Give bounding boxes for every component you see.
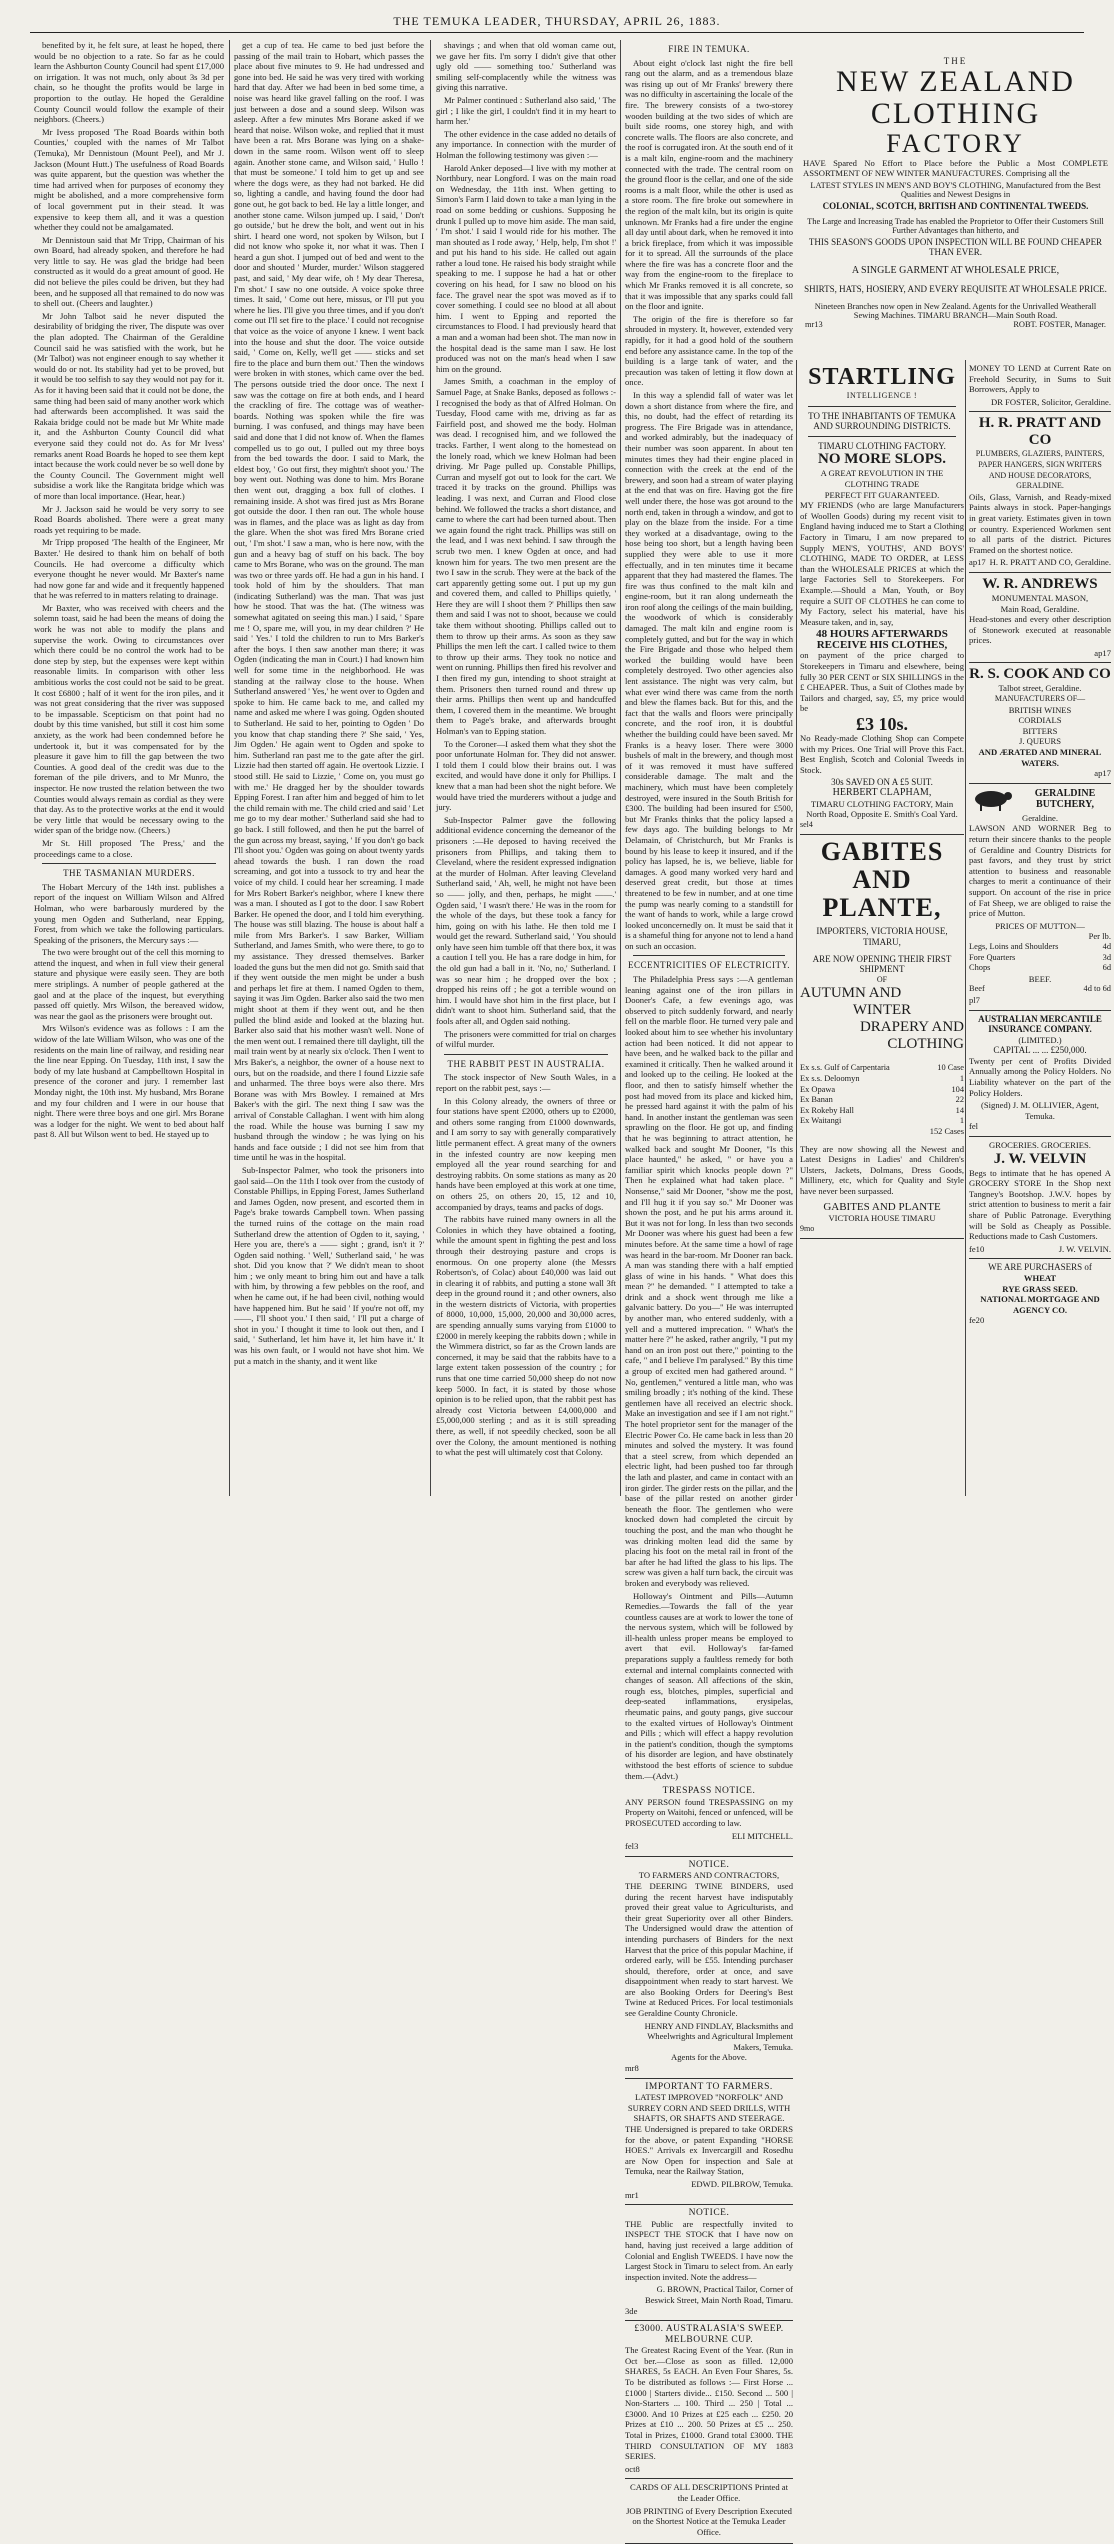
- article-heading: THE RABBIT PEST IN AUSTRALIA.: [447, 1058, 605, 1069]
- classified-ad: [625, 2205, 793, 2321]
- article-body: [625, 974, 793, 1781]
- printing-ad: CARDS OF ALL DESCRIPTIONS Printed at the Leader Office. JOB PRINTING of Every Description Executed on the Shortest Notice at the Temuka Leader Office.: [625, 2479, 793, 2544]
- column-1: [31, 40, 227, 1498]
- shipment-list: [800, 1063, 964, 1127]
- ship-qty: 14: [955, 1105, 964, 1115]
- ad-sig: G. BROWN, Practical Tailor, Corner of Beswick Street, Main North Road, Timaru.: [645, 2284, 793, 2305]
- paragraph: Mr Palmer continued : Sutherland also said, ' The girl ; I like the girl, I couldn't find it in my heart to harm her.': [436, 94, 616, 127]
- ship-qty: 22: [955, 1095, 964, 1105]
- article-body: [234, 40, 424, 1366]
- ad-title: FACTORY: [886, 129, 1025, 158]
- paragraph: The other evidence in the case added no details of any importance. In connection with the murder of Holman the following testimony was given :—: [436, 128, 616, 160]
- article-body: [436, 1072, 616, 1457]
- shipment-row: [800, 1106, 964, 1117]
- divider: [808, 436, 956, 437]
- article-heading: THE TASMANIAN MURDERS.: [63, 868, 195, 879]
- grocery-ad: GROCERIES. GROCERIES. J. W. VELVIN Begs to intimate that he has opened A GROCERY STORE In the Shop next Tangney's Bootshop. J.W.V. hopes by strict attention to business to merit a fair share of Public Patronage. Everything will be Sold as Cheaply as Possible. Reductions made to Cash Customers. fe10 J. W. VELVIN.: [969, 1137, 1111, 1259]
- andrews-ad: W. R. ANDREWS MONUMENTAL MASON, Main Road, Geraldine. Head-stones and every other description of Stonework executed at reasonable prices. ap17: [969, 573, 1111, 664]
- paragraph: The Hobart Mercury of the 14th inst. publishes a report of the inquest on William Wilson and Alfred Holman, who were barbarously murdered by the young men Ogden and Sutherland, near Epping, Forest, from which we take the following particulars. Speaking of the prisoners, the Mercury says :—: [34, 881, 224, 945]
- ad-ref: fel3: [625, 1841, 639, 1852]
- paragraph: Holloway's Ointment and Pills—Autumn Remedies.—Towards the fall of the year countless causes are at work to lower the tone of the nervous system, which will be followed by ill-health unless proper means be employed to avert that evil. Holloway's far-famed preparations supply a faultless remedy for both external and internal complaints connected with changes of season. All affections of the skin, rough ess, blotches, pimples, superficial and deep-seated inflammations, erysipelas, rheumatic pains, and gouty pangs, give succour to the exalted virtues of Holloway's Ointment and Pills ; which will effect a happy revolution in the patient's condition, though the symptoms of his disorder are legion, and have obstinately withstood the best efforts of science to subdue them.—(Advt.): [625, 1590, 793, 1781]
- price-item: Chops: [969, 963, 991, 973]
- paragraph: benefited by it, he felt sure, at least he hoped, there would be no objection to a rate. So far as he could learn the Ashburton County Council had spent £17,000 on irrigation. It was not much, only about 3s 3d per chain, so he thought the profits would be large in proportion to the outlay. He hoped the Geraldine County Council would follow the example of their neighbors. (Cheers.): [34, 40, 224, 125]
- article-heading: FIRE IN TEMUKA.: [668, 44, 750, 54]
- classified-ad: [625, 1783, 793, 1857]
- paragraph: Sub-Inspector Palmer, who took the prisoners into gaol said—On the 11th I took over from the custody of Constable Phillips, in Epping Forest, James Sutherland and James Ogden, now present, and escorted them in Page's brake towards Campbell town. When passing the turned ruins of the cottage on the main road Sutherland drew the attention of Ogden to it, saying, ' Here you are, there's a —— sight ; grand, isn't it ?' Ogden said nothing. ' Well,' Sutherland said, ' he was shot. Did you know that ?' We didn't mean to shoot him ; we only meant to bring him out and have a talk with him, by throwing a few pebbles on the roof, and when he came out, if he had been civil, nothing would have happened him. But he said ' If you're not off, my ——, I'll shoot you.' I then said, ' I'll put a charge of shot in you.' I thought it time to look out then, and I said, ' Sutherland, let him have it, let him have it.' It was his own fault, or I would not have shot him. We put a match in the shanty, and it went like: [234, 1164, 424, 1366]
- price-value: 4d: [1102, 941, 1111, 951]
- paragraph: Mrs Wilson's evidence was as follows : I am the widow of the late William Wilson, who was one of the residents on the main line of railway, and residing near the line near Epping. On Tuesday, 11th inst, I saw the body of my late husband at Campbelltown Hospital in presence of the coroner and jury. I remember last Monday night, the 10th inst. My husband, Mrs Borane and my four children and I were in our house that night. There were three boys and one girl. Mrs Borane was a lodger for the night. We went to bed about half past 8. All but Wilson went to bed. He stayed up to: [34, 1023, 224, 1140]
- ad-title: NEW ZEALAND CLOTHING: [836, 65, 1075, 130]
- ship-qty: 10 Case: [937, 1063, 964, 1073]
- shipment-row: [800, 1085, 964, 1096]
- column-5: [797, 360, 967, 1498]
- paragraph: The origin of the fire is therefore so far shrouded in mystery. It, however, extended very rapidly, for it had a good hold of the southern end before any assistance came. In the top of the building is a large tank of water, and the precaution was taken of letting it flow down at once.: [625, 313, 793, 388]
- ship-name: Ex Opawa: [800, 1084, 836, 1094]
- insurance-ad: AUSTRALIAN MERCANTILE INSURANCE COMPANY. (LIMITED.) CAPITAL ... ... £250,000. Twenty per cent of Profits Divided Annually among the Policy Holders. No Liability whatever on the part of the Policy Holders. (Signed) J. M. OLLIVIER, Agent, Temuka. fel: [969, 1011, 1111, 1138]
- paragraph: Mr Ivess proposed 'The Road Boards within both Counties,' coupled with the names of Mr Talbot (Temuka), Mr Dennistoun (Mount Peel), and Mr J. Jackson (Mount Hutt.) The usefulness of Road Boards was quite apparent, but the question was whether the time had arrived when for purposes of economy they might be abolished, and a more comprehensive form of local government put in their stead. It was expensive to keep them all, and it was a question whether they could not be amalgamated.: [34, 126, 224, 233]
- paragraph: get a cup of tea. He came to bed just before the passing of the mail train to Hobart, which passes the place about five minutes to 9. He had undressed and gone into bed. He said he was very tired with working hard that day. After we had been in bed some time, a noise was heard like gravel falling on the roof. I was just between a dose and a sound sleep. Wilson was asleep. After a few minutes Mrs Borane asked if we heard that noise. Wilson woke, and replied that it must have been a rat. Mrs Borane was lying on a shake-down in the same room. Wilson went off to sleep again. Another stone came, and Wilson said, ' Hullo ! that must be someone.' I told him to get up and see where the dogs were, as they had not barked. He did so, lighting a candle, and having found the door had gone out, he got back to bed. He lay a little longer, and another stone came. Wilson jumped up. I said, ' Don't go outside,' but he drew the bolt, and went out in his shirt. I heard one word, not spoken by Wilson, but I did not know who spoke it, nor what it was. Then I heard a gun shot. I jumped out of bed and went to the door and shouted ' Murder, murder.' Wilson staggered past, and said, ' My dear wife, oh ! My dear Theresa, I'm shot.' I saw no one outside. A voice spoke three times. It said, ' Come out here, missus, or I'll put you where he lies. I'll give you three times, and if you don't come out I'll set fire to the place.' I could not recognise that voice as the voice of anyone I knew. I went back into the house and shut the door. The voice outside said, ' Come on, Kelly, we'll get —— sticks and set fire to the place and burn them out.' Then the windows were broken in with stones, which came over the bed. The persons outside tried the door once. The next I saw was the cottage on fire at both ends, and I heard the crackling of fire. The cottage was of weather-boards. Nothing was spoken while the fire was burning. I was confused, and things may have been said and done that I did not know of. When the flames compelled us to go out, I pulled out my three boys from the bed towards the door. I said to Mark, the eldest boy, ' Go out first, they mightn't shoot you.' The boy went out. Nothing was done to him. Mrs Borane then went out, dragging a box full of clothes. I remaining inside. A shot was fired just as Mrs Borane got outside the door. I then ran out. The whole house was in flames, and the place was as light as day from the glare. When the shot was fired Mrs Borane cried out, ' I'm shot.' I saw a man, who is here now, with the gun and a heavy bag of stuff on his back. The boy came to Mrs Borane, who was on the ground. The man was two or three yards off. He had a gun in his hand. I took hold of him by the shoulders. That man (indicating Sutherland) was the man. That was just how he stood. That was the hat. (The witness was somewhat agitated on seeing this man.) I said, ' Spare me ! O, spare me, will you, in my dear children ?' He said ' Yes.' I told the children to run to Mrs Barker's after the boys. I then saw another man there; it was Ogden (indicating the man in Court.) I had known him well for some time in the neighborhood. He was standing at the railway close to the house. When Sutherland answered ' Yes,' he went over to Ogden and spoke to him. He came back to me, and called my name and asked me where I was going. Ogden shouted to Sutherland. He said to her, pointing to Ogden ' Do you know that chap standing there ?' She said, ' Yes, Jim Ogden.' He again went to Ogden and spoke to him. Sutherland ran past me to the gate after the girl. Lizzie had then started off again. He overtook Lizzie. I stood still. He said to Lizzie, ' Come on, you must go with me.' He dragged her by the shoulder towards Epping Forest. I ran after him and begged of him to let the child remain with me. The child cried and said ' Let me go to my dear mother.' Sutherland said she had to go back. I still followed, and then he put the barrel of the gun across my breast, saying, ' If you don't go back I'll shoot you.' Ogden was going on about twenty yards ahead towards the bush. I ran down the road screaming, and got into a tussock to try and hear the voice of my child. I could hear her screaming. I made for Mrs Robert Barker's neighbor, where I knew there was a man. I shouted as I got to the door. I saw Robert Barker. He opened the door, and I told him everything. The house was still blazing. The house is about half a mile from Mrs Barker's. I saw Barker, William Sutherland, and James Smith, who were there, to go to my assistance. They dressed themselves. Barker loaded the guns but the men did not go. Smith said that if they went outside the men might be under a bush and perhaps let fire at them. I named Ogden to them, saying it was Jim Ogden. Barker also said the two men might shoot at them if they went out, and he then pulled the blind aside and looked at the blazing hut. Barker also said that his mother wasn't well. None of the men went out. I remained there till daylight, till the mail train went by at nearly six o'clock. Then I went to Mrs Baker's, a neighbor, the owner of a house next to ours, but on the roadside, and there I found Lizzie safe and unharmed. The three boys were also there. Mrs Borane was with Mrs Bowley. I remained at Mrs Baker's with the girl. The next thing I saw was the arrival of Constable Callaghan. I went with him along the road. While the house was burning I saw my husband through the window ; he was lying on his hands and face outside ; I did not see him from that time until he was in the hospital.: [234, 40, 424, 1163]
- ad-ref: oct8: [625, 2463, 640, 2474]
- ship-name: Ex Banan: [800, 1095, 833, 1105]
- pratt-ad: H. R. PRATT AND CO PLUMBERS, GLAZIERS, PAINTERS, PAPER HANGERS, SIGN WRITERS AND HOUSE DECORATORS, GERALDINE. Oils, Glass, Varnish, and Ready-mixed Paints always in stock. Paper-hangings in great variety. Estimates given in town or country. Experienced Workmen sent to all parts of the district. Pictures Framed on the shortest notice. ap17 H. R. PRATT AND CO, Geraldine.: [969, 412, 1111, 573]
- price-table: [969, 942, 1111, 974]
- divider: [444, 1054, 608, 1055]
- column-4: [622, 40, 796, 2537]
- price-value: 3d: [1102, 952, 1111, 962]
- ad-body: THE Undersigned is prepared to take ORDERS for the above, or patent Expanding "HORSE HOES." Arrivals ex Invercargill and Rosedhu are Now Open for inspection and Sale at Temuka, near the Railway Station,: [625, 2124, 793, 2177]
- shipment-row: [800, 1074, 964, 1085]
- column-2: [231, 40, 427, 1498]
- shipment-row: [800, 1095, 964, 1106]
- price-item: Fore Quarters: [969, 952, 1016, 962]
- ship-name: Ex Rokeby Hall: [800, 1105, 854, 1115]
- paragraph: Mr John Talbot said he never disputed the desirability of bridging the river, The dispute was over the plan adopted. The Chairman of the Geraldine Council said he was satisfied with the work, but he (Mr Talbot) was not engineer enough to say whether it would do or not. Its stability had yet to be proved, but it would be too selfish to say they would not pay for it. As for it having been said that it could not be done, the same thing had been said of many another work which had afterwards been accomplished. It was said the Rakaia bridge could not be made but Mr White made it, and the Ashburton County Council did what everyone said they could not do. As for Mr Ivess' remarks anent Road Boards he hoped to see them kept intact because the work could never be so well done by the County Council. The Government might well subsidise a work like the Rangitata bridge which was of more than local importance. (Hear, hear.): [34, 310, 224, 501]
- paragraph: Mr St. Hill proposed 'The Press,' and the proceedings came to a close.: [34, 837, 224, 859]
- classified-ad: [625, 2321, 793, 2479]
- article-body: [436, 40, 616, 1050]
- ad-head: TRESPASS NOTICE.: [662, 1786, 756, 1797]
- article-heading: ECCENTRICITIES OF ELECTRICITY.: [627, 960, 791, 971]
- price-row: Beef 4d to 6d: [969, 984, 1111, 994]
- advertisements: [625, 1783, 793, 2479]
- ship-name: Ex Waitangi: [800, 1116, 842, 1126]
- ad-sub: LATEST IMPROVED "NORFOLK" AND SURREY CORN AND SEED DRILLS, WITH SHAFTS, OR SHAFTS AND STEERAGE.: [627, 2092, 791, 2124]
- shipment-row: [800, 1063, 964, 1074]
- gabites-plante-ad: GABITES AND PLANTE, IMPORTERS, VICTORIA HOUSE, TIMARU, ARE NOW OPENING THEIR FIRST SHIPMENT OF AUTUMN AND WINTER DRAPERY AND CLOTHING Ex s.s. Gulf of Carpentaria 10 Case Ex s.s. Deloomyn 1 Ex Opawa 104 Ex Banan 22 Ex Rokeby Hall 14 Ex Waitangi 1 152 Cases They are now showing all the Newest and Latest Designs in Ladies' and Children's Ulsters, Jackets, Dolmans, Dress Goods, Millinery, etc, which for Quality and Style have never been surpassed. GABITES AND PLANTE VICTORIA HOUSE TIMARU 9mo: [800, 835, 964, 1239]
- ad-head: £3000. AUSTRALASIA'S SWEEP. MELBOURNE CUP.: [634, 2324, 784, 2345]
- column-rule: [430, 40, 431, 1496]
- paragraph: The two were brought out of the cell this morning to attend the inquest, and when in full view their general stature and physique were easily seen. They are both mere striplings. A number of people gathered at the gaol and at the place of the inquest, but everything passed off quietly. Mrs Wilson, the bereaved widow, was near the gaol as the prisoners were brought out.: [34, 947, 224, 1021]
- startling-ad: STARTLING INTELLIGENCE ! TO THE INHABITANTS OF TEMUKA AND SURROUNDING DISTRICTS. TIMARU CLOTHING FACTORY. NO MORE SLOPS. A GREAT REVOLUTION IN THE CLOTHING TRADE PERFECT FIT GUARANTEED. MY FRIENDS (who are large Manufacturers of Woollen Goods) during my recent visit to England having induced me to Start a Clothing Factory in Timaru, I am now prepared to Supply MEN'S, YOUTHS', AND BOYS' CLOTHING, MADE TO ORDER, at LESS than the WHOLESALE PRICES at which the large Factories Sell to Storekeepers. For Example.—Should a Man, Youth, or Boy require a SUIT OF CLOTHES he can come to My Factory, select his material, have his Measure taken, and in, say, 48 HOURS AFTERWARDS RECEIVE HIS CLOTHES, on payment of the price charged to Storekeepers in Timaru and elsewhere, being fully 30 PER CENT or SIX SHILLINGS in the £ CHEAPER. Thus, a Suit of Clothes made by Tailors and charged, say, £5, my price would be £3 10s. No Ready-made Clothing Shop can Compete with my Prices. One Trial will Prove this Fact. Best English, Scotch and Colonial Tweeds in Stock. 30s SAVED ON A £5 SUIT. HERBERT CLAPHAM, TIMARU CLOTHING FACTORY, Main North Road, Opposite E. Smith's Coal Yard. sel4: [800, 360, 964, 835]
- paragraph: Mr Baxter, who was received with cheers and the solemn toast, said he had been the means of doing the work he was not able to modify the plans and supervise the work. Owing to circumstances over which there could be no control the work had to be done step by step, but the expenses were kept within reasonable limits. In comparison with other less ambitious works the cost could not be said to be great. It cost £6800 ; half of it went for the iron piles, and it was not great considering that the river was supposed to be impassable. Scepticism on that point had no doubt by this time vanished, but still it cost him some anxiety, as the work had been condemned before he undertook it, but it was compensated for by the pleasure it gave him to fill the gap between the two Counties. A good deal of the credit was due to the foreman of the pile drivers, and to Mr Munro, the inspector. He now trusted the relation between the two Counties would always remain as cordial as they were that day. As to the protective works at the end it would be very little that would be necessary owing to the wider span of the bridge now. (Cheers.): [34, 602, 224, 836]
- ad-head: IMPORTANT TO FARMERS.: [645, 2081, 773, 2092]
- butchery-ad: GERALDINE BUTCHERY, Geraldine. LAWSON AND WORNER Beg to return their sincere thanks to the people of Geraldine and Country Districts for past favors, and they trust by strict attention to business and reasonable charges to merit a continuance of their support. On account of the rise in price of Fat Sheep, we are obliged to raise the price of Mutton. PRICES OF MUTTON— Per lb. Legs, Loins and Shoulders 4d Fore Quarters 3d Chops 6d BEEF. Beef 4d to 6d pl7: [969, 784, 1111, 1011]
- ship-qty: 1: [959, 1116, 964, 1126]
- ad-sig2: Agents for the Above.: [671, 2052, 747, 2063]
- ship-qty: 104: [951, 1084, 964, 1094]
- paragraph: To the Coroner—I asked them what they shot the poor unfortunate Holman for. They did not answer. I told them I could blow their brains out. I was excited, and would have done it only for Phillips. I knew that a man had been shot the night before. We would have tried the murderers without a judge and jury.: [436, 738, 616, 813]
- masthead: [30, 10, 1084, 33]
- clothing-factory-ad: THE NEW ZEALAND CLOTHING FACTORY HAVE Spared No Effort to Place before the Public a Most COMPLETE ASSORTMENT OF NEW WINTER MANUFACTURES. Comprising all the LATEST STYLES IN MEN'S AND BOY'S CLOTHING, Manufactured from the Best Qualities and Newest Designs in COLONIAL, SCOTCH, BRITISH AND CONTINENTAL TWEEDS. The Large and Increasing Trade has enabled the Proprietor to Offer their Customers Still Further Advantages than hitherto, and THIS SEASON'S GOODS UPON INSPECTION WILL BE FOUND CHEAPER THAN EVER. A SINGLE GARMENT AT WHOLESALE PRICE, SHIRTS, HATS, HOSIERY, AND EVERY REQUISITE AT WHOLESALE PRICE. Nineteen Branches now open in New Zealand. Agents for the Unrivalled Weatherall Sewing Machines. TIMARU BRANCH—Main South Road. mr13 ROBT. FOSTER, Manager.: [797, 56, 1114, 329]
- price-row: [969, 963, 1111, 974]
- ad-body: ANY PERSON found TRESPASSING on my Property on Waitohi, fenced or unfenced, will be PROSECUTED according to law.: [625, 1796, 793, 1828]
- paragraph: Mr Dennistoun said that Mr Tripp, Chairman of his own Board, had already spoken, and therefore he had very little to say. He was glad the bridge had been constructed as it would do a great amount of good. He did not believe the piles could be driven, but they had been, and he supposed all that remained to do now was to shell out. (Cheers and laughter.): [34, 234, 224, 309]
- divider: [42, 863, 216, 864]
- price-value: 6d: [1102, 963, 1111, 973]
- ad-ref: mr8: [625, 2063, 639, 2074]
- paragraph: The stock inspector of New South Wales, in a report on the rabbit pest, says :—: [436, 1072, 616, 1093]
- classified-ad: [625, 1857, 793, 2079]
- ship-qty: 1: [959, 1073, 964, 1083]
- ad-sig: ELI MITCHELL.: [731, 1830, 793, 1841]
- paragraph: Mr Tripp proposed 'The health of the Engineer, Mr Baxter.' He desired to thank him on behalf of both Councils. He had overcome a difficulty which everyone thought he never would. Mr Baxter's name had now gone far and wide and it frequently happened that he was referred to in matters relating to drainage.: [34, 537, 224, 601]
- divider: [633, 955, 785, 956]
- article-body: [34, 882, 224, 1140]
- paragraph: James Smith, a coachman in the employ of Samuel Page, at Snake Banks, deposed as follows :- I recognised the body as that of Alfred Holman. On Tuesday, Flood came with me, driving as far as Fairfield post, and showed me the body. Holman was dead. I recognised him, and we followed the tracks. Farther, I went along to the homestead on the lonely road, which we knew Holman had been driving. Mr Page pulled up. Constable Phillips, Curran and myself got out to look for the cart. We traced it by tracks on the ground. Phillips was leading. I was next, and Curran and Flood close behind. We followed the tracks a short distance, and came to where the cart had been turned about. Then we again found the right track. Phillips was still on the lead, and I was next behind. I saw through the scrub two men. I knew Ogden at once, and had known him for years. The two men present are the two I saw in the scrub. They were at the back of the cart apparently getting some out. I put up my gun and covered them, and called to Phillips quietly, ' Here they are will I shoot them ?' Phillips then saw them and said I was not to shoot, because we could take them without shooting. Phillips called out to them to throw up their arms. As soon as they saw Phillips the men left the cart. I called twice to them to throw up their arms. They took no notice and went on running. Phillips then fired his revolver and I then fired my gun, intending to shoot straight at them. Prisoners then turned round and threw up their arms. Phillips then went up and handcuffed them, I covered them in the meantime. We brought them to Page's brake, and afterwards brought Holman's van to Epping station.: [436, 376, 616, 736]
- paragraph: Sub-Inspector Palmer gave the following additional evidence concerning the demeanor of the prisoners :—He deposed to having received the prisoners from Phillips, and taking them to Cleveland, where the resident expressed indignation at the murder of Holman. After leaving Cleveland Sutherland said, ' Ah, well, he might not have been so —— jolly, and then, perhaps, he might ——.' Ogden said, ' I wasn't there.' He was in the room for the whole of the days, but these took a fancy for him, going on with his lathe. He then told me I would get the reward. Sutherland said, ' You should only have seen him tumble off that there box, it was a caution I tell you. He has a rare dodge in him, for the old gun had a ball in it. 'No, no,' Sutherland. I was so near him ; he dropped over the box ; dropped his reins off ; he got a terrible wound on him. I would have shot him in the first place, but I didn't want to shoot him. Sutherland said, that the fools after all, and Ogden said nothing.: [436, 814, 616, 1027]
- price-item: Legs, Loins and Shoulders: [969, 941, 1059, 951]
- paragraph: The rabbits have ruined many owners in all the Colonies in which they have obtained a footing, while the amount spent in fighting the pest and loss through their destroying pasture and crops is enormous. On one property alone (the Messrs Robertson's, of Colac) about £40,000 was laid out in clearing it of rabbits, and putting a stone wall 3ft deep in the ground round it ; and other owners, also in the western districts of Victoria, with properties of 8000, 10,000, 15,000, 20,000 and 30,000 acres, are spending annually sums varying from £1000 to £2000 in merely keeping the rabbits down ; while in the Wimmera district, so far as the Crown lands are concerned, it may be said that the rabbits have to a large extent taken possession of the country ; for runs that one time carried 50,000 sheep do not now keep 5000. In fact, it is stated by those whose opinion is to be relied upon, that the rabbit pest has already cost Victoria between £4,000,000 and £5,000,000 sterling ; and as it is still spreading there, as well, if not speedily checked, soon be all over the Colony, the amount mentioned is nothing to what the pest will ultimately cost that Colony.: [436, 1214, 616, 1458]
- ad-body: THE DEERING TWINE BINDERS, used during the recent harvest have indisputably proved their great value to Agriculturists, and their great Superiority over all other Binders. The Undersigned would draw the attention of intending purchasers of Binders for the next Harvest that the price of this popular Machine, if ordered early, will be £55. Intending purchaser should, therefore, order at once, and save disappointment when ready to start harvest. We are also Booking Orders for Deering's Best Twine at Reduced Prices. For local testimonials see Geraldine County Chronicle.: [625, 1880, 793, 2019]
- ad-sig: EDWD. PILBROW, Temuka.: [691, 2178, 793, 2189]
- ad-head: NOTICE.: [688, 2208, 730, 2219]
- column-3: [433, 40, 619, 1498]
- ship-name: Ex s.s. Deloomyn: [800, 1073, 860, 1083]
- price-row: [969, 953, 1111, 964]
- paragraph: In this way a splendid fall of water was let down a short distance from where the fire, and this, no doubt, had the effect of retarding its progress. The Fire Brigade was in attendance, and worked admirably, but the inadequacy of their number was soon apparent. In about ten minutes times they had their engine placed in connection with the creek at the end of the brewery, and soon had a stream of water playing at the end that was on fire. Having got the fire well under there, the hose was got around to the north end, taken in through a window, and got to play on the blaze from the inside. For a time they worked at a disadvantage, owing to the hose being too short, but a length having been supplied they were able to use it more effectually, and in ten minutes time it became apparent that they had mastered the flames. The fire was thus confined to the malt kiln and engine-room, but it ran along underneath the iron roof along the ceilings of the main building, the woodwork of which is considerably damaged. The malt kiln and engine room is completely gutted, and but for the way in which the Fire Brigade and those who helped them worked the building would have been completely destroyed. Two other agencies also lent assistance. The night was very calm, but what ever wind there was came from the north and blew the flames back. But for this, and the fact that the walls and floors were principally concrete, and the roof iron, it is doubtful whether the building could have been saved. Mr Franks is a heavy loser. There were 3000 bushels of malt in the brewery, and though most of it was removed it must have suffered considerable damage. The malt and the machinery, which must have been completely destroyed, were insured in the South British for £300. The building had been insured for £500, but Mr Franks thinks that the policy lapsed a few days ago. The building belongs to Mr Delamain, of Christchurch, but Mr Franks is bound by his lease to keep it insured, and if the policy has lapsed, he is, we believe, liable for damages. A good many worked very hard and deserved great credit, but those at times threatened to be few in number, and at one time the pump was nearly coming to a standstill for the want of hands to work, while a large crowd looked unconcernedly on. It must be said that it is a shameful thing for anyone not to lend a hand on such an occasion.: [625, 390, 794, 951]
- sheep-icon: [969, 787, 1015, 813]
- money-to-lend-ad: MONEY TO LEND at Current Rate on Freehold Security, in Sums to Suit Borrowers, Apply to DR FOSTER, Solicitor, Geraldine.: [969, 360, 1111, 412]
- paragraph: The Philadelphia Press says :—A gentleman leaning against one of the iron pillars in Dooner's Cafe, a few evenings ago, was observed to pitch suddenly forward, and nearly fell on the marble floor. He turned very pale and looked about him to see whether his involuntary action had been noticed. It did not appear to have been, and he walked back to the pillar and examined it critically. Then he walked around it and looked up to the ceiling. He looked at the floor, and then to satisfy himself whether the post had moved from its place and kicked him, he pressed hard against it with the palm of his hand. In another instant the gentleman was seen sprawling on the floor. He got up, and finding that he was beginning to attract attention, he walked back and sought Mr Dooner, "Is this place haunted," he asked, " or have you a familiar spirit which knocks people down ?" Then he explained what had taken place. " Nonsense," said Mr Dooner, "show me the post, and I'll hug it if you say so." Mr Dooner was shown the post, and he put his arms around it. But it was not for long. In less than two seconds Mr Dooner was where his guest had been a few minutes before. At the same time a howl of rage was heard in the bar-room. Mr Dooner ran back. A man was standing there with a half emptied glass of wine in his hands. " What does this mean ?" he demanded. " I attempted to take a drink and a shock went through me like a galvanic battery. Do you—" He was interrupted by another man, who entered suddenly, with a yell and a muttered imprecation. " What's the matter here ?" he asked, rather angrily, "I put my hand on an iron post out there," pointing to the cafe, " and I believe I'm paralysed." By this time a group of excited men had gathered around. " No, gentlemen," ventured a little man, who was smiling broadly ; it's nothing of the kind. These gentlemen have all received an electric shock. Make an investigation and see if I am not right." The hotel proprietor sent for the manager of the Electric Power Co. He came back in less than 20 minutes and solved the mystery. It was found that a steel screw, from which depended an electric light, had been pushed too far through the lath and plaster, and came in contact with an iron girder. The girder rests on the pillar, and the base of the pillar rested on another girder beneath the floor. The gentlemen who were knocked down had completed the circuit by touching the post, and the man who thought he was drinking molten lead did the same by placing his foot on the metal rail in front of the bar after he had lifted the glass to his lips. The screw was given a half turn back, the circuit was broken and everybody was relieved.: [625, 974, 793, 1588]
- ad-sig: HENRY AND FINDLAY, Blacksmiths and Wheelwrights and Agricultural Implement Makers, Temuka.: [644, 2020, 793, 2052]
- cook-ad: R. S. COOK AND CO Talbot street, Geraldine. MANUFACTURERS OF— BRITISH WINES CORDIALS BITTERS J. QUEURS AND ÆRATED AND MINERAL WATERS. ap17: [969, 663, 1111, 783]
- paragraph: In this Colony already, the owners of three or four stations have spent £2000, others up to £2000, and others some ranging from £1000 downwards, and I am sorry to say with generally comparatively little permanent effect. A great many of the owners in the infested country are now keeping men employed all the year round searching for and destroying rabbits. On some stations as many as 20 hands have been employed at this work at one time, on others 25, on others 20, 15, 12 and 10, accompanied by drays, teams and packs of dogs.: [436, 1095, 616, 1212]
- ad-head: NOTICE.: [688, 1859, 730, 1870]
- paragraph: About eight o'clock last night the fire bell rang out the alarm, and as a tremendous blaze was rising up out of Mr Franks' brewery there was no difficulty in ascertaining the locale of the fire. The brewery consists of a two-storey wooden building at the two sides of which are built side rooms, one storey high, and with concrete walls. The floors are also concrete, and the roof is corrugated iron. At the south end of it is a malt kiln, engine-room and the machinery connected with the trade. The central room on the ground floor is the cellar, and one of the side rooms is a malt floor, while the other is used as a store room. The fire broke out somewhere in the region of the malt kiln, but its origin is quite unknown. Mr Franks had a fire under the engine all day until about dark, when he removed it into a brick fireplace, from which it was impossible for it to spread. All the surrounds of the place where the fire was has a concrete floor and the way from the engine-room to the fireplace to which Mr Franks removed it is all concrete, so that it was impossible that any sparks could fall on the floor and ignite.: [625, 57, 793, 312]
- wheat-ad: WE ARE PURCHASERS of WHEAT RYE GRASS SEED. NATIONAL MORTGAGE AND AGENCY CO. fe20: [969, 1262, 1100, 1326]
- ad-ref: mr1: [625, 2189, 639, 2200]
- ad-body: THE Public are respectfully invited to INSPECT THE STOCK that I have now on hand, having just received a large addition of Colonial and English TWEEDS. I have now the Largest Stock in Timaru to select from. An early inspection invited. Note the address—: [625, 2218, 793, 2282]
- paragraph: Harold Anker deposed—I live with my mother at Northbury, near Longford. I was on the main road on Wednesday, the 11th inst. When getting to Simon's Farm I laid down to take a man lying in the road on some bedding or cushions. Supposing he drunk I pulled up to move him aside. The man said, ' I'm shot.' I said I would ride for his mother. The man shouted as I rode away, ' Help, help, I'm shot !' and put his hand to his side. He called out again rather a loud tone. He raised his body straight while speaking to me. I suppose he had a hat or other covering on his head, for I saw no blood on his face. The gravel near the spot was moved as if to cover something. I could see no blood at all about him. I went to Epping and reported the circumstances to Flood. I had previously heard that a man and a woman had been shot. The man now in the hospital dead is the same man I saw. He lost produced was not on the man's head when I saw him on the ground.: [436, 162, 616, 374]
- column-rule: [229, 40, 230, 1496]
- paragraph: shavings ; and when that old woman came out, we gave her fits. I'm sorry I didn't give that other ugly old —— something too.' Sutherland was smiling self-complacently while the witness was giving this narrative.: [436, 40, 616, 93]
- shipment-row: [800, 1116, 964, 1127]
- column-6: [966, 360, 1114, 1498]
- classified-ad: [625, 2079, 793, 2206]
- column-rule: [620, 40, 621, 1496]
- masthead-title: THE TEMUKA LEADER, THURSDAY, APRIL 26, 1883.: [393, 13, 721, 28]
- ad-sub: TO FARMERS AND CONTRACTORS,: [638, 1870, 780, 1881]
- article-body: [34, 40, 224, 859]
- paragraph: The prisoners were committed for trial on charges of wilful murder.: [436, 1028, 616, 1050]
- ship-name: Ex s.s. Gulf of Carpentaria: [800, 1063, 890, 1073]
- paragraph: Mr J. Jackson said he would be very sorry to see Road Boards abolished. There were a great many roads yet requiring to be made.: [34, 503, 224, 535]
- ad-ref: 3de: [625, 2305, 638, 2316]
- ad-body: The Greatest Racing Event of the Year. (Run in Oct ber.—Close as soon as filled. 12,000 SHARES, 5s EACH. An Even Four Shares, 5s. To be distributed as follows :— First Horse ... £1000 | Starters divide... £150. Second ... 500 | Non-Starters ... 100. Third ... 250 | Total ... £3000. And 10 Prizes at £25 each ... £250. 20 Prizes at £10 ... 200. 50 Prizes at £5 ... 250. Total in Prizes, £1000. Grand total £3000. THE THIRD CONSULTATION OF MY 1883 SERIES.: [625, 2345, 793, 2462]
- divider: [808, 406, 956, 407]
- article-body: [625, 58, 793, 952]
- price-row: [969, 942, 1111, 953]
